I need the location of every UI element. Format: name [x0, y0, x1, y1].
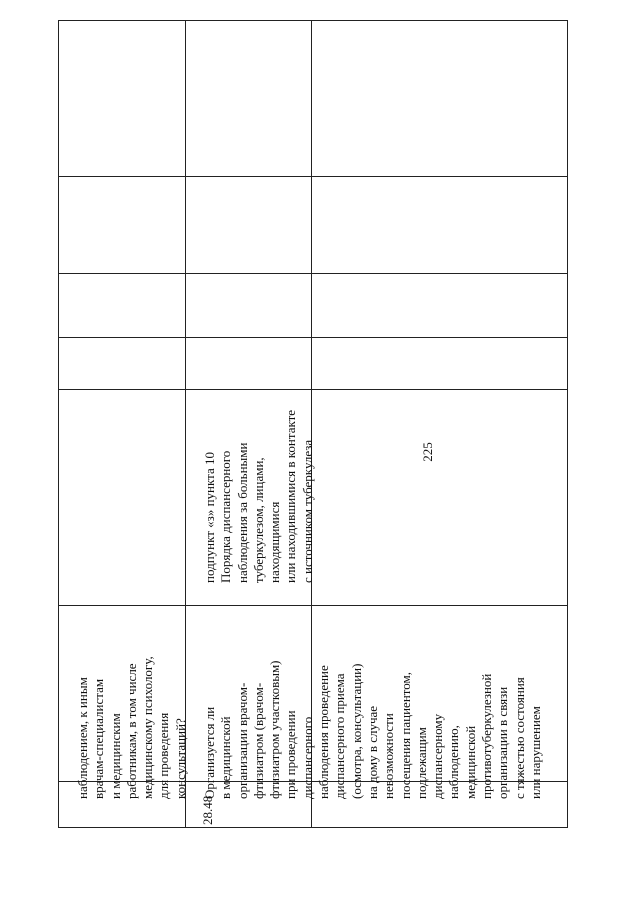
question-line: наблюдению, [446, 725, 462, 799]
reference-line: или находившимися в контакте [283, 409, 299, 583]
reference-line: находящимися [267, 501, 283, 583]
row-divider [59, 605, 567, 606]
row-number [200, 796, 216, 825]
row-divider [59, 176, 567, 177]
question-line: работникам, в том числе [123, 663, 139, 799]
question-line: медицинскому психологу, [140, 656, 156, 799]
question-line: наблюдения проведение [316, 665, 332, 799]
question-line: посещения пациентом, [397, 671, 413, 799]
page-number: 225 [420, 442, 435, 462]
question-line: диспансерного приема [332, 673, 348, 799]
question-line: организации врачом- [234, 682, 250, 799]
question-line: подлежащим [413, 727, 429, 799]
question-text [202, 661, 544, 800]
question-text-continued [75, 656, 189, 799]
row-divider [59, 337, 567, 338]
reference-line: туберкулезом, лицами, [250, 457, 266, 583]
question-line: диспансерному [430, 713, 446, 799]
row-divider [59, 389, 567, 390]
reference-line: наблюдения за больными [234, 442, 250, 583]
question-line: диспансерного [299, 716, 315, 799]
question-line: в медицинской [218, 716, 234, 799]
question-line: невозможности [381, 713, 397, 799]
reference-line: Порядка диспансерного [218, 450, 234, 583]
question-line: для проведения [156, 712, 172, 799]
question-line: консультаций? [172, 718, 188, 799]
checklist-table [58, 20, 568, 828]
question-line: Организуется ли [202, 706, 217, 799]
question-line: или нарушением [527, 706, 543, 799]
question-line: организации в связи [495, 686, 511, 799]
question-line: фтизиатром (врачом- [250, 682, 266, 799]
question-line: с тяжестью состояния [511, 677, 527, 799]
reference-line: подпункт «з» пункта 10 [202, 452, 217, 583]
row-number-text: 28.48 [200, 795, 215, 825]
question-line: наблюдением, к иным [75, 677, 90, 799]
question-line: врачам-специалистам [91, 678, 107, 799]
legal-reference [202, 410, 316, 583]
question-line: фтизиатром участковым) [267, 660, 283, 799]
question-line: при проведении [283, 710, 299, 799]
question-line: медицинской [462, 725, 478, 799]
row-divider [59, 273, 567, 274]
question-line: противотуберкулезной [479, 673, 495, 799]
question-line: и медицинским [107, 713, 123, 799]
reference-line: с источником туберкулеза [299, 439, 315, 583]
question-line: на дому в случае [364, 705, 380, 799]
question-line: (осмотра, консультации) [348, 663, 364, 799]
